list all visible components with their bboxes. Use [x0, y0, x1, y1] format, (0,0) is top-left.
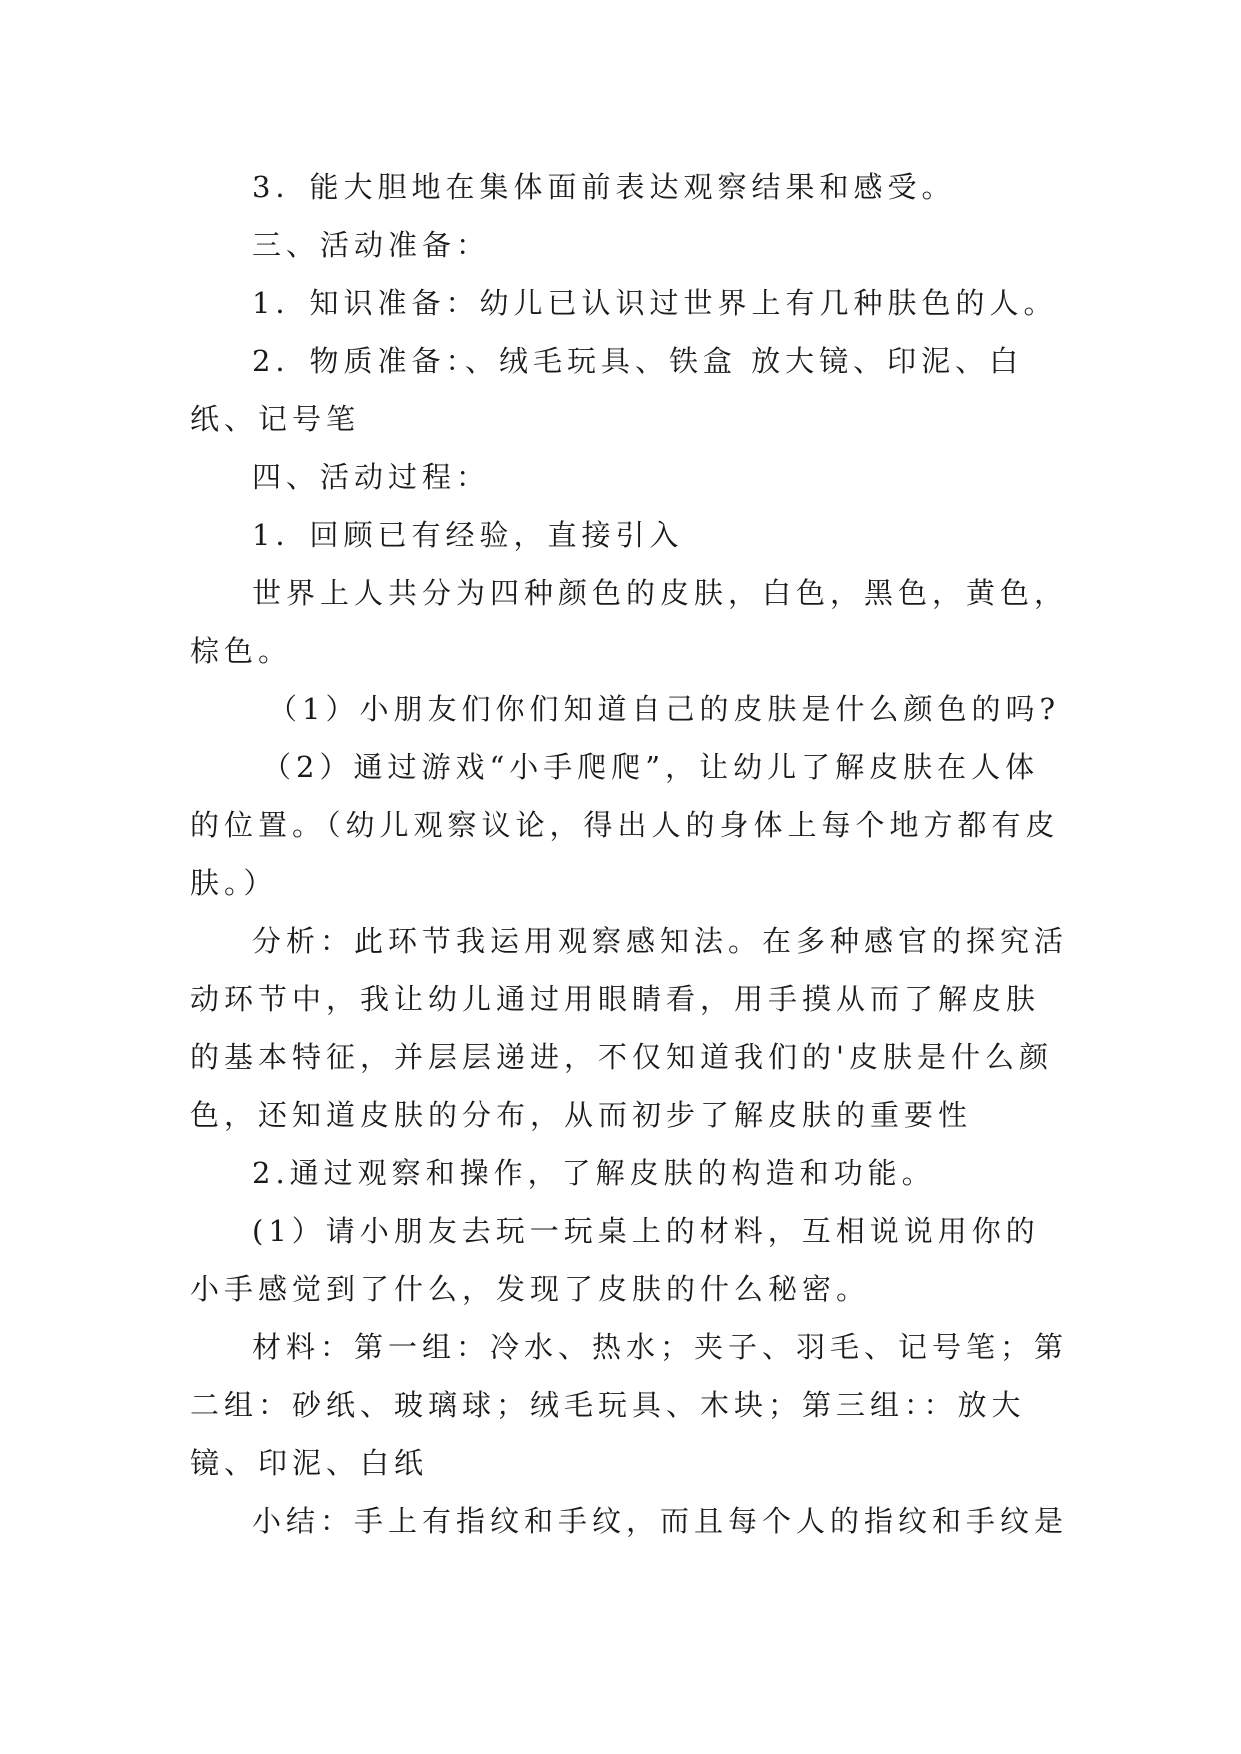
paragraph-objective-3: 3．能大胆地在集体面前表达观察结果和感受。 — [252, 170, 956, 204]
paragraph-question-1: （1）小朋友们你们知道自己的皮肤是什么颜色的吗? — [268, 692, 1060, 726]
paragraph-materials-list: 材料：第一组：冷水、热水；夹子、羽毛、记号笔；第二组：砂纸、玻璃球；绒毛玩具、木块；第三组：：放大镜、印泥、白纸 — [190, 1330, 1069, 1480]
paragraph-skin-colors: 世界上人共分为四种颜色的皮肤，白色，黑色，黄色，棕色。 — [190, 576, 1069, 668]
paragraph-game: （2）通过游戏“小手爬爬”，让幼儿了解皮肤在人体的位置。（幼儿观察议论，得出人的身体上每个地方都有皮肤。） — [190, 750, 1060, 900]
document-body — [190, 158, 1070, 1550]
paragraph-step-1: 1．回顾已有经验，直接引入 — [252, 518, 684, 552]
paragraph-summary: 小结：手上有指纹和手纹，而且每个人的指纹和手纹是 — [252, 1504, 1069, 1538]
paragraph-step-2: 2.通过观察和操作，了解皮肤的构造和功能。 — [252, 1156, 936, 1190]
paragraph-knowledge-prep: 1．知识准备：幼儿已认识过世界上有几种肤色的人。 — [252, 286, 1058, 320]
paragraph-material-prep: 2．物质准备：、绒毛玩具、铁盒 放大镜、印泥、白纸、记号笔 — [190, 344, 1024, 436]
paragraph-analysis: 分析：此环节我运用观察感知法。在多种感官的探究活动环节中，我让幼儿通过用眼睛看，用手摸从而了解皮肤的基本特征，并层层递进，不仅知道我们的'皮肤是什么颜色，还知道皮肤的分布，从而初步了解皮肤的重要性 — [190, 924, 1069, 1132]
paragraph-explore-materials: (1）请小朋友去玩一玩桌上的材料，互相说说用你的小手感觉到了什么，发现了皮肤的什么秘密。 — [190, 1214, 1040, 1306]
heading-activity-process: 四、活动过程： — [252, 460, 491, 494]
heading-activity-preparation: 三、活动准备： — [252, 228, 491, 262]
